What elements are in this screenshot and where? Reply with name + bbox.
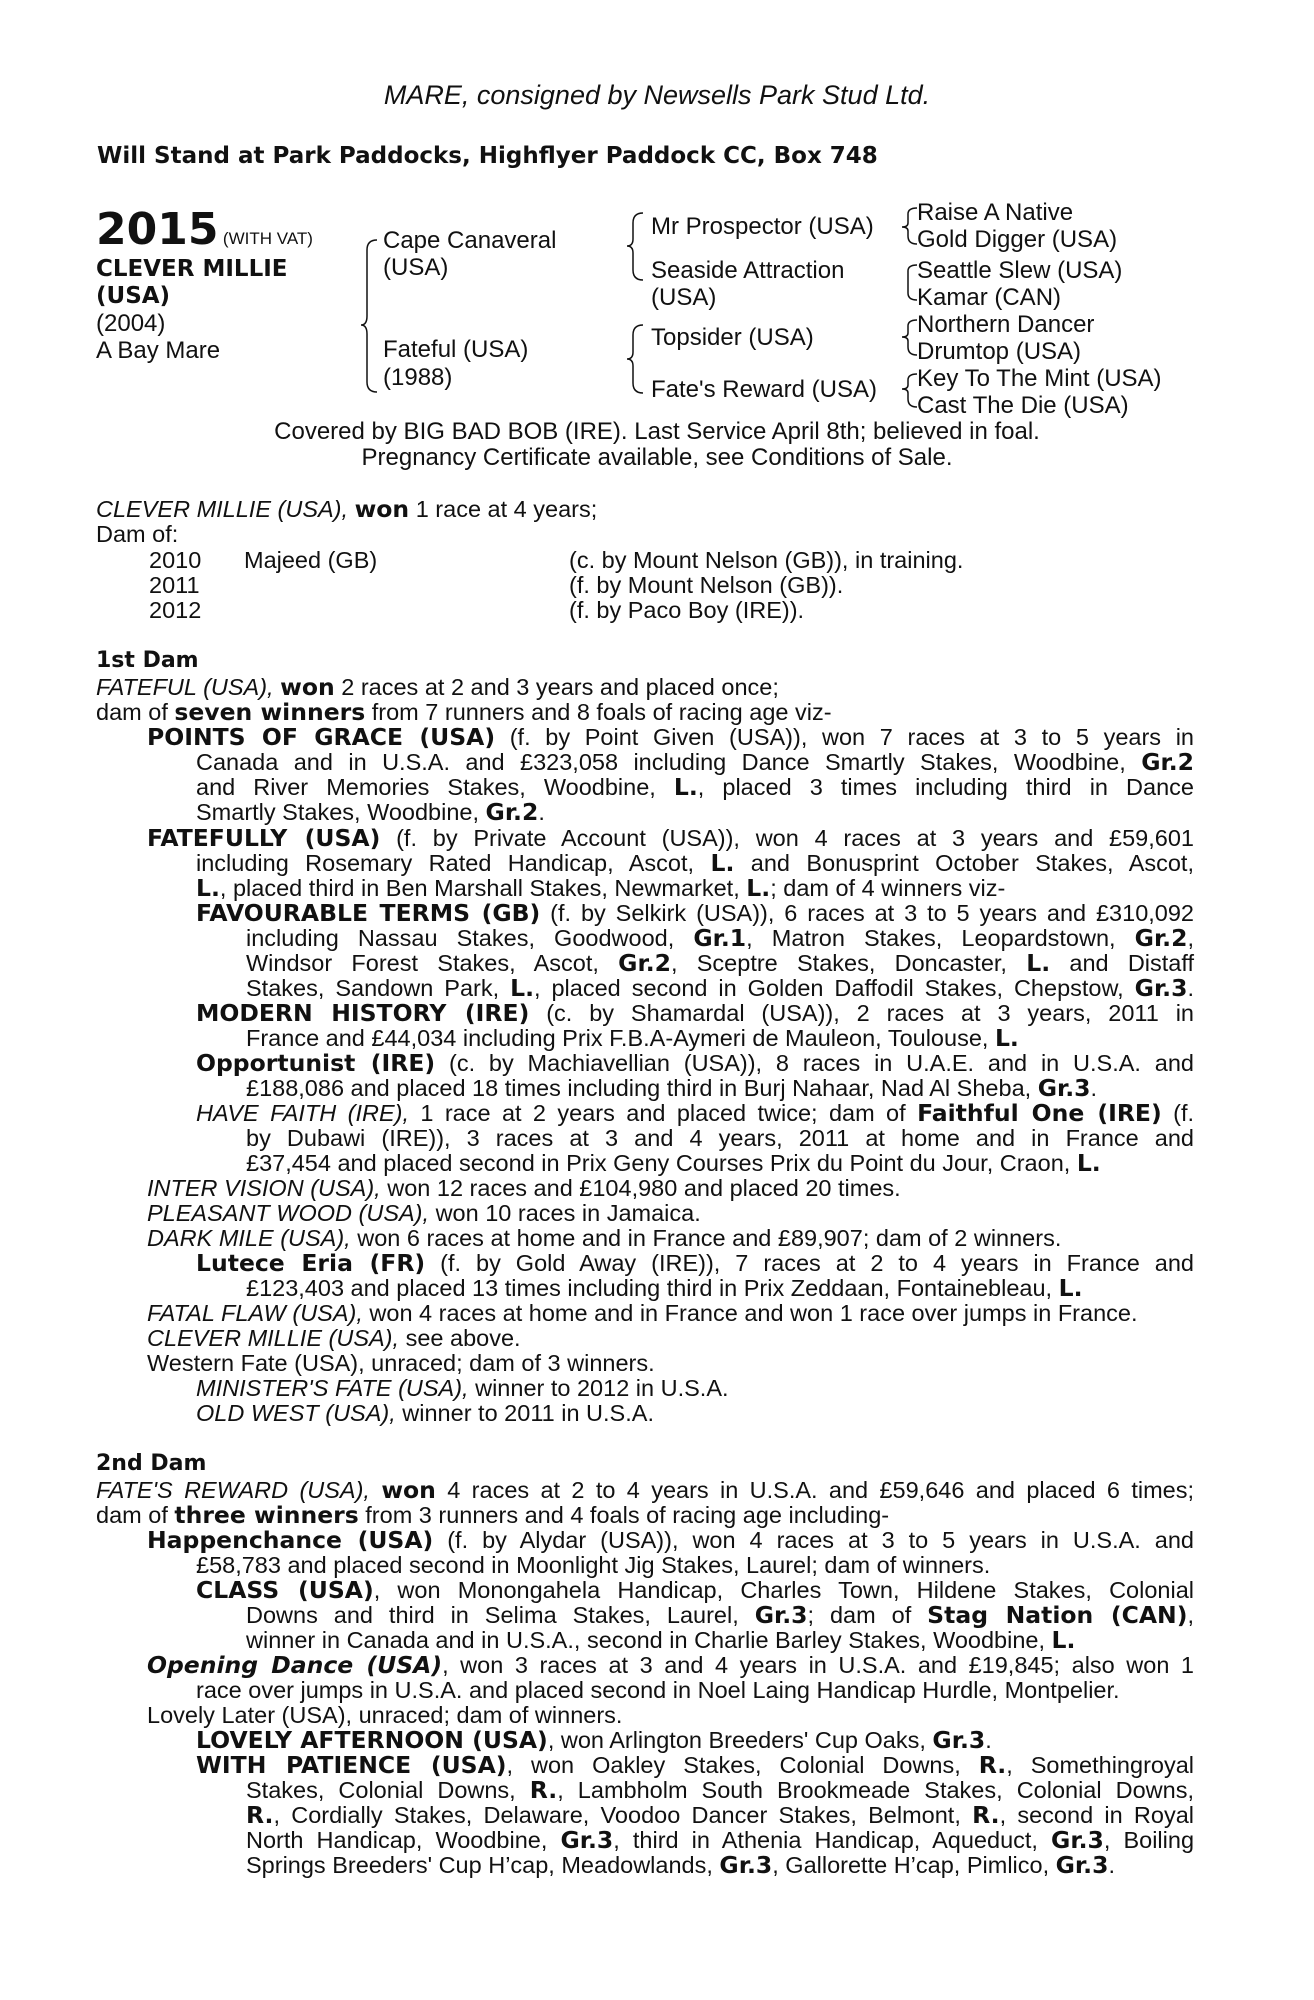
text: (f. by Private Account (USA)), won 4 races at 3 years and £59,601 — [380, 825, 1194, 851]
grade: L. — [710, 849, 735, 877]
sire-dam-dam: Kamar (CAN) — [917, 284, 1062, 311]
horse-name: CLEVER MILLIE (USA), — [147, 1325, 400, 1351]
horse-name: Opening Dance (USA) — [147, 1651, 443, 1679]
grade: L. — [1058, 1274, 1083, 1302]
grade: Gr.3 — [719, 1851, 773, 1879]
entry-lovely-afternoon — [196, 1728, 992, 1753]
horse-name: Stag Nation (CAN) — [927, 1601, 1188, 1629]
grade: Gr.3 — [1037, 1074, 1091, 1102]
entry-have-faith-line — [196, 1101, 1194, 1126]
entry-points-of-grace-line — [196, 750, 1194, 775]
bracket-gen2-dam — [627, 325, 643, 393]
entry-opening-dance-line: race over jumps in U.S.A. and placed second in Noel Laing Handicap Hurdle, Montpelier. — [196, 1677, 1120, 1703]
horse-name: LOVELY AFTERNOON (USA) — [196, 1726, 548, 1754]
produce-detail: (f. by Paco Boy (IRE)). — [569, 597, 805, 623]
grade: R. — [529, 1776, 558, 1804]
text: , second in Royal — [999, 1802, 1194, 1828]
text: , — [1187, 1602, 1194, 1628]
horse-name: Faithful One (IRE) — [917, 1099, 1162, 1127]
horse-name: DARK MILE (USA), — [147, 1225, 351, 1251]
covering-line-1: Covered by BIG BAD BOB (IRE). Last Service April 8th; believed in foal. — [274, 418, 1040, 445]
horse-name: FATAL FLAW (USA), — [147, 1300, 363, 1326]
horse-name: CLASS (USA) — [196, 1576, 374, 1604]
bracket-gen3-c — [902, 320, 917, 355]
entry-points-of-grace-line — [196, 800, 545, 825]
horse-name: PLEASANT WOOD (USA), — [147, 1200, 430, 1226]
text: (f. by Point Given (USA)), won 7 races at 3 to 5 years in — [495, 724, 1195, 750]
produce-name: Majeed (GB) — [244, 547, 378, 573]
horse-name: INTER VISION (USA), — [147, 1175, 381, 1201]
text: ; dam of — [807, 1602, 928, 1628]
first-dam-record — [96, 675, 779, 700]
text: from 3 runners and 4 foals of racing age including- — [358, 1502, 890, 1528]
text: , won Oakley Stakes, Colonial Downs, — [506, 1752, 979, 1778]
produce-detail: (c. by Mount Nelson (GB)), in training. — [569, 547, 964, 573]
second-dam-record — [96, 1478, 1194, 1503]
horse-name: MINISTER'S FATE (USA), — [196, 1375, 469, 1401]
dam-dam-dam: Cast The Die (USA) — [917, 392, 1129, 419]
horse-name: FAVOURABLE TERMS (GB) — [196, 899, 541, 927]
entry-with-patience-line — [246, 1778, 1194, 1803]
text: and River Memories Stakes, Woodbine, — [196, 774, 674, 800]
second-dam-produce-summary — [96, 1503, 889, 1528]
horse-name: Opportunist (IRE) — [196, 1049, 436, 1077]
entry-favourable-terms-line — [246, 926, 1194, 951]
grade: Gr.1 — [693, 924, 747, 952]
text: Stakes, Sandown Park, — [246, 975, 511, 1001]
text: won 10 races in Jamaica. — [429, 1200, 701, 1226]
horse-name: Happenchance (USA) — [147, 1526, 434, 1554]
produce-year: 2011 — [149, 572, 200, 598]
grade: L. — [673, 773, 698, 801]
sire-sire: Mr Prospector (USA) — [651, 213, 874, 240]
entry-old-west — [196, 1401, 654, 1426]
text: North Handicap, Woodbine, — [246, 1827, 561, 1853]
entry-lovely-later: Lovely Later (USA), unraced; dam of winners. — [147, 1702, 623, 1728]
first-dam-produce-summary — [96, 700, 832, 725]
entry-lutece-eria-line — [196, 1251, 1194, 1276]
bracket-gen3-b — [908, 265, 917, 300]
dam-of-label: Dam of: — [96, 521, 179, 547]
bracket-gen3-d — [902, 374, 917, 407]
entry-have-faith-line — [246, 1151, 1101, 1176]
second-dam-heading: 2nd Dam — [96, 1451, 207, 1476]
covering-line-2: Pregnancy Certificate available, see Conditions of Sale. — [361, 444, 953, 471]
entry-points-of-grace-line — [196, 775, 1194, 800]
text: , Boiling — [1103, 1827, 1195, 1853]
grade: R. — [978, 1751, 1007, 1779]
grade: L. — [510, 974, 534, 1002]
dam-sire-dam: Drumtop (USA) — [917, 338, 1082, 365]
bracket-gen1 — [361, 240, 377, 392]
produce-year: 2012 — [149, 597, 202, 623]
text: winner to 2011 in U.S.A. — [395, 1400, 654, 1426]
entry-with-patience-line — [196, 1753, 1194, 1778]
text: (c. by Machiavellian (USA)), 8 races in U.A.E. and in U.S.A. and — [435, 1050, 1194, 1076]
text: , won 3 races at 3 and 4 years in U.S.A. and £19,845; also won 1 — [442, 1652, 1194, 1678]
grade: Gr.3 — [1051, 1826, 1104, 1854]
text: . — [985, 1727, 992, 1753]
entry-inter-vision — [147, 1176, 901, 1201]
dam-sire: Topsider (USA) — [651, 324, 814, 351]
entry-fatefully-line — [196, 876, 1005, 901]
entry-modern-history-line — [246, 1026, 1019, 1051]
text: £188,086 and placed 18 times including third in Burj Nahaar, Nad Al Sheba, — [246, 1075, 1038, 1101]
text: , Cordially Stakes, Delaware, Voodoo Dancer Stakes, Belmont, — [273, 1802, 973, 1828]
horse-name: FATE'S REWARD (USA), — [96, 1477, 370, 1503]
produce-detail: (f. by Mount Nelson (GB)). — [569, 572, 844, 598]
entry-fatal-flaw — [147, 1301, 1137, 1326]
entry-opening-dance-line — [147, 1653, 1194, 1678]
text: France and £44,034 including Prix F.B.A-Aymeri de Mauleon, Toulouse, — [246, 1025, 995, 1051]
record-text: 2 races at 2 and 3 years and placed once; — [334, 674, 779, 700]
entry-western-fate: Western Fate (USA), unraced; dam of 3 winners. — [147, 1350, 655, 1376]
sire-country: (USA) — [383, 254, 449, 281]
text: (f. by Alydar (USA)), won 4 races at 3 to 5 years in U.S.A. and — [433, 1527, 1195, 1553]
entry-class-line — [196, 1578, 1194, 1603]
horse-name: WITH PATIENCE (USA) — [196, 1751, 507, 1779]
text: and Distaff — [1050, 950, 1195, 976]
text: Stakes, Colonial Downs, — [246, 1777, 530, 1803]
entry-class-line — [246, 1603, 1194, 1628]
grade: Gr.3 — [560, 1826, 614, 1854]
entry-happenchance-line: £58,783 and placed second in Moonlight Jig Stakes, Laurel; dam of winners. — [196, 1552, 991, 1578]
grade: L. — [1076, 1149, 1101, 1177]
entry-opportunist-line — [246, 1076, 1097, 1101]
dam-dam-sire: Key To The Mint (USA) — [917, 365, 1162, 392]
sire-sire-dam: Gold Digger (USA) — [917, 226, 1118, 253]
text: , Lambholm South Brookmeade Stakes, Colonial Downs, — [557, 1777, 1194, 1803]
text: by Dubawi (IRE)), 3 races at 3 and 4 years, 2011 at home and in France and — [246, 1125, 1194, 1151]
mare-foaled: (2004) — [96, 310, 166, 337]
text: 4 races at 2 to 4 years in U.S.A. and £59,646 and placed 6 times; — [435, 1477, 1195, 1503]
grade: Gr.2 — [485, 798, 539, 826]
entry-ministers-fate — [196, 1376, 729, 1401]
text: see above. — [399, 1325, 521, 1351]
text: . — [538, 799, 545, 825]
entry-have-faith-line — [246, 1126, 1194, 1151]
mare-record — [96, 497, 597, 522]
entry-modern-history-line — [196, 1001, 1194, 1026]
mare-country: (USA) — [96, 283, 171, 309]
grade: Gr.2 — [618, 949, 671, 977]
grade: Gr.3 — [932, 1726, 986, 1754]
bracket-gen3-a — [902, 208, 917, 244]
text: . — [1108, 1852, 1115, 1878]
dam: Fateful (USA) — [383, 336, 529, 363]
text: , Somethingroyal — [1006, 1752, 1194, 1778]
first-dam-heading: 1st Dam — [96, 648, 199, 673]
text: , Matron Stakes, Leopardstown, — [746, 925, 1135, 951]
entry-points-of-grace-line — [147, 725, 1194, 750]
entry-favourable-terms-line — [246, 976, 1194, 1001]
stand-location: Will Stand at Park Paddocks, Highflyer Paddock CC, Box 748 — [97, 143, 878, 169]
text: winner to 2012 in U.S.A. — [468, 1375, 729, 1401]
won-label: won — [354, 495, 410, 523]
text: won 4 races at home and in France and won 1 race over jumps in France. — [362, 1300, 1138, 1326]
horse-name: HAVE FAITH (IRE), — [196, 1100, 409, 1126]
entry-fatefully-line — [147, 826, 1194, 851]
text: , placed second in Golden Daffodil Stakes, Chepstow, — [534, 975, 1135, 1001]
entry-lutece-eria-line — [246, 1276, 1083, 1301]
grade: Gr.3 — [754, 1601, 808, 1629]
text: dam of — [96, 699, 175, 725]
horse-name: MODERN HISTORY (IRE) — [196, 999, 530, 1027]
grade: Gr.2 — [1134, 924, 1188, 952]
winners-count: seven winners — [174, 698, 366, 726]
horse-name: POINTS OF GRACE (USA) — [147, 723, 496, 751]
grade: R. — [246, 1801, 274, 1829]
text: £37,454 and placed second in Prix Geny Courses Prix du Point du Jour, Craon, — [246, 1150, 1077, 1176]
entry-clever-millie — [147, 1326, 521, 1351]
entry-dark-mile — [147, 1226, 1061, 1251]
entry-with-patience-line — [246, 1853, 1115, 1878]
text: including Nassau Stakes, Goodwood, — [246, 925, 694, 951]
winners-count: three winners — [174, 1501, 359, 1529]
entry-with-patience-line — [246, 1828, 1194, 1853]
vat-note: (WITH VAT) — [222, 229, 313, 248]
text: , Sceptre Stakes, Doncaster, — [670, 950, 1027, 976]
text: Canada and in U.S.A. and £323,058 including Dance Smartly Stakes, Woodbine, — [196, 749, 1142, 775]
horse-name: OLD WEST (USA), — [196, 1400, 396, 1426]
text: Springs Breeders' Cup H’cap, Meadowlands, — [246, 1852, 720, 1878]
horse-name: FATEFUL (USA), — [96, 674, 274, 700]
text: from 7 runners and 8 foals of racing age viz- — [365, 699, 832, 725]
grade: Gr.3 — [1055, 1851, 1109, 1879]
consignor-line: MARE, consigned by Newsells Park Stud Ltd. — [383, 80, 931, 110]
horse-name: Lutece Eria (FR) — [196, 1249, 426, 1277]
text: (c. by Shamardal (USA)), 2 races at 3 years, 2011 in — [529, 1000, 1194, 1026]
text: Smartly Stakes, Woodbine, — [196, 799, 486, 825]
grade: L. — [196, 874, 220, 902]
text: , won Arlington Breeders' Cup Oaks, — [547, 1727, 933, 1753]
entry-pleasant-wood — [147, 1201, 701, 1226]
won-label: won — [381, 1476, 436, 1504]
grade: L. — [994, 1024, 1019, 1052]
text: ; dam of 4 winners viz- — [770, 875, 1006, 901]
sire-dam-sire: Seattle Slew (USA) — [917, 257, 1123, 284]
entry-fatefully-line — [196, 851, 1194, 876]
text: dam of — [96, 1502, 175, 1528]
dam-year: (1988) — [383, 364, 453, 391]
entry-happenchance-line — [147, 1528, 1194, 1553]
text: , — [1187, 925, 1194, 951]
bracket-gen2-sire — [627, 213, 643, 280]
grade: Gr.3 — [1134, 974, 1188, 1002]
mare-record-text: 1 race at 4 years; — [409, 496, 598, 522]
text: Windsor Forest Stakes, Ascot, — [246, 950, 619, 976]
text: won 6 races at home and in France and £89,907; dam of 2 winners. — [350, 1225, 1062, 1251]
text: won 12 races and £104,980 and placed 20 times. — [380, 1175, 901, 1201]
text: and Bonusprint October Stakes, Ascot, — [734, 850, 1194, 876]
entry-with-patience-line — [246, 1803, 1194, 1828]
text: , placed third in Ben Marshall Stakes, Newmarket, — [219, 875, 747, 901]
mare-name: CLEVER MILLIE — [96, 256, 288, 282]
text: Downs and third in Selima Stakes, Laurel, — [246, 1602, 755, 1628]
sire-dam: Seaside Attraction — [651, 257, 845, 284]
mare-record-name: CLEVER MILLIE (USA), — [96, 496, 349, 522]
text: , Gallorette H’cap, Pimlico, — [772, 1852, 1056, 1878]
entry-opportunist-line — [196, 1051, 1194, 1076]
grade: R. — [972, 1801, 1000, 1829]
dam-sire-sire: Northern Dancer — [917, 311, 1095, 338]
text: , placed 3 times including third in Dance — [697, 774, 1194, 800]
lot-year: 2015 — [96, 204, 219, 255]
grade: L. — [746, 874, 771, 902]
text: (f. by Gold Away (IRE)), 7 races at 2 to 4 years in France and — [425, 1250, 1194, 1276]
sire-dam-country: (USA) — [651, 284, 717, 311]
text: 1 race at 2 years and placed twice; dam of — [408, 1100, 918, 1126]
text: . — [1090, 1075, 1098, 1101]
text: including Rosemary Rated Handicap, Ascot, — [196, 850, 711, 876]
entry-favourable-terms-line — [246, 951, 1194, 976]
text: , won Monongahela Handicap, Charles Town, Hildene Stakes, Colonial — [373, 1577, 1194, 1603]
sire: Cape Canaveral — [383, 227, 557, 254]
text: £123,403 and placed 13 times including third in Prix Zeddaan, Fontainebleau, — [246, 1275, 1059, 1301]
text: , third in Athenia Handicap, Aqueduct, — [613, 1827, 1052, 1853]
won-label: won — [280, 673, 335, 701]
mare-description: A Bay Mare — [96, 337, 221, 364]
produce-year: 2010 — [149, 547, 202, 573]
sire-sire-sire: Raise A Native — [917, 199, 1074, 226]
grade: Gr.2 — [1141, 748, 1194, 776]
grade: L. — [1051, 1626, 1076, 1654]
text: . — [1187, 975, 1194, 1001]
grade: L. — [1026, 949, 1051, 977]
text: (f. — [1161, 1100, 1195, 1126]
dam-dam: Fate's Reward (USA) — [651, 376, 877, 403]
entry-favourable-terms-line — [196, 901, 1194, 926]
entry-class-line — [246, 1628, 1075, 1653]
horse-name: FATEFULLY (USA) — [147, 824, 381, 852]
text: winner in Canada and in U.S.A., second in Charlie Barley Stakes, Woodbine, — [246, 1627, 1052, 1653]
text: (f. by Selkirk (USA)), 6 races at 3 to 5 years and £310,092 — [540, 900, 1194, 926]
